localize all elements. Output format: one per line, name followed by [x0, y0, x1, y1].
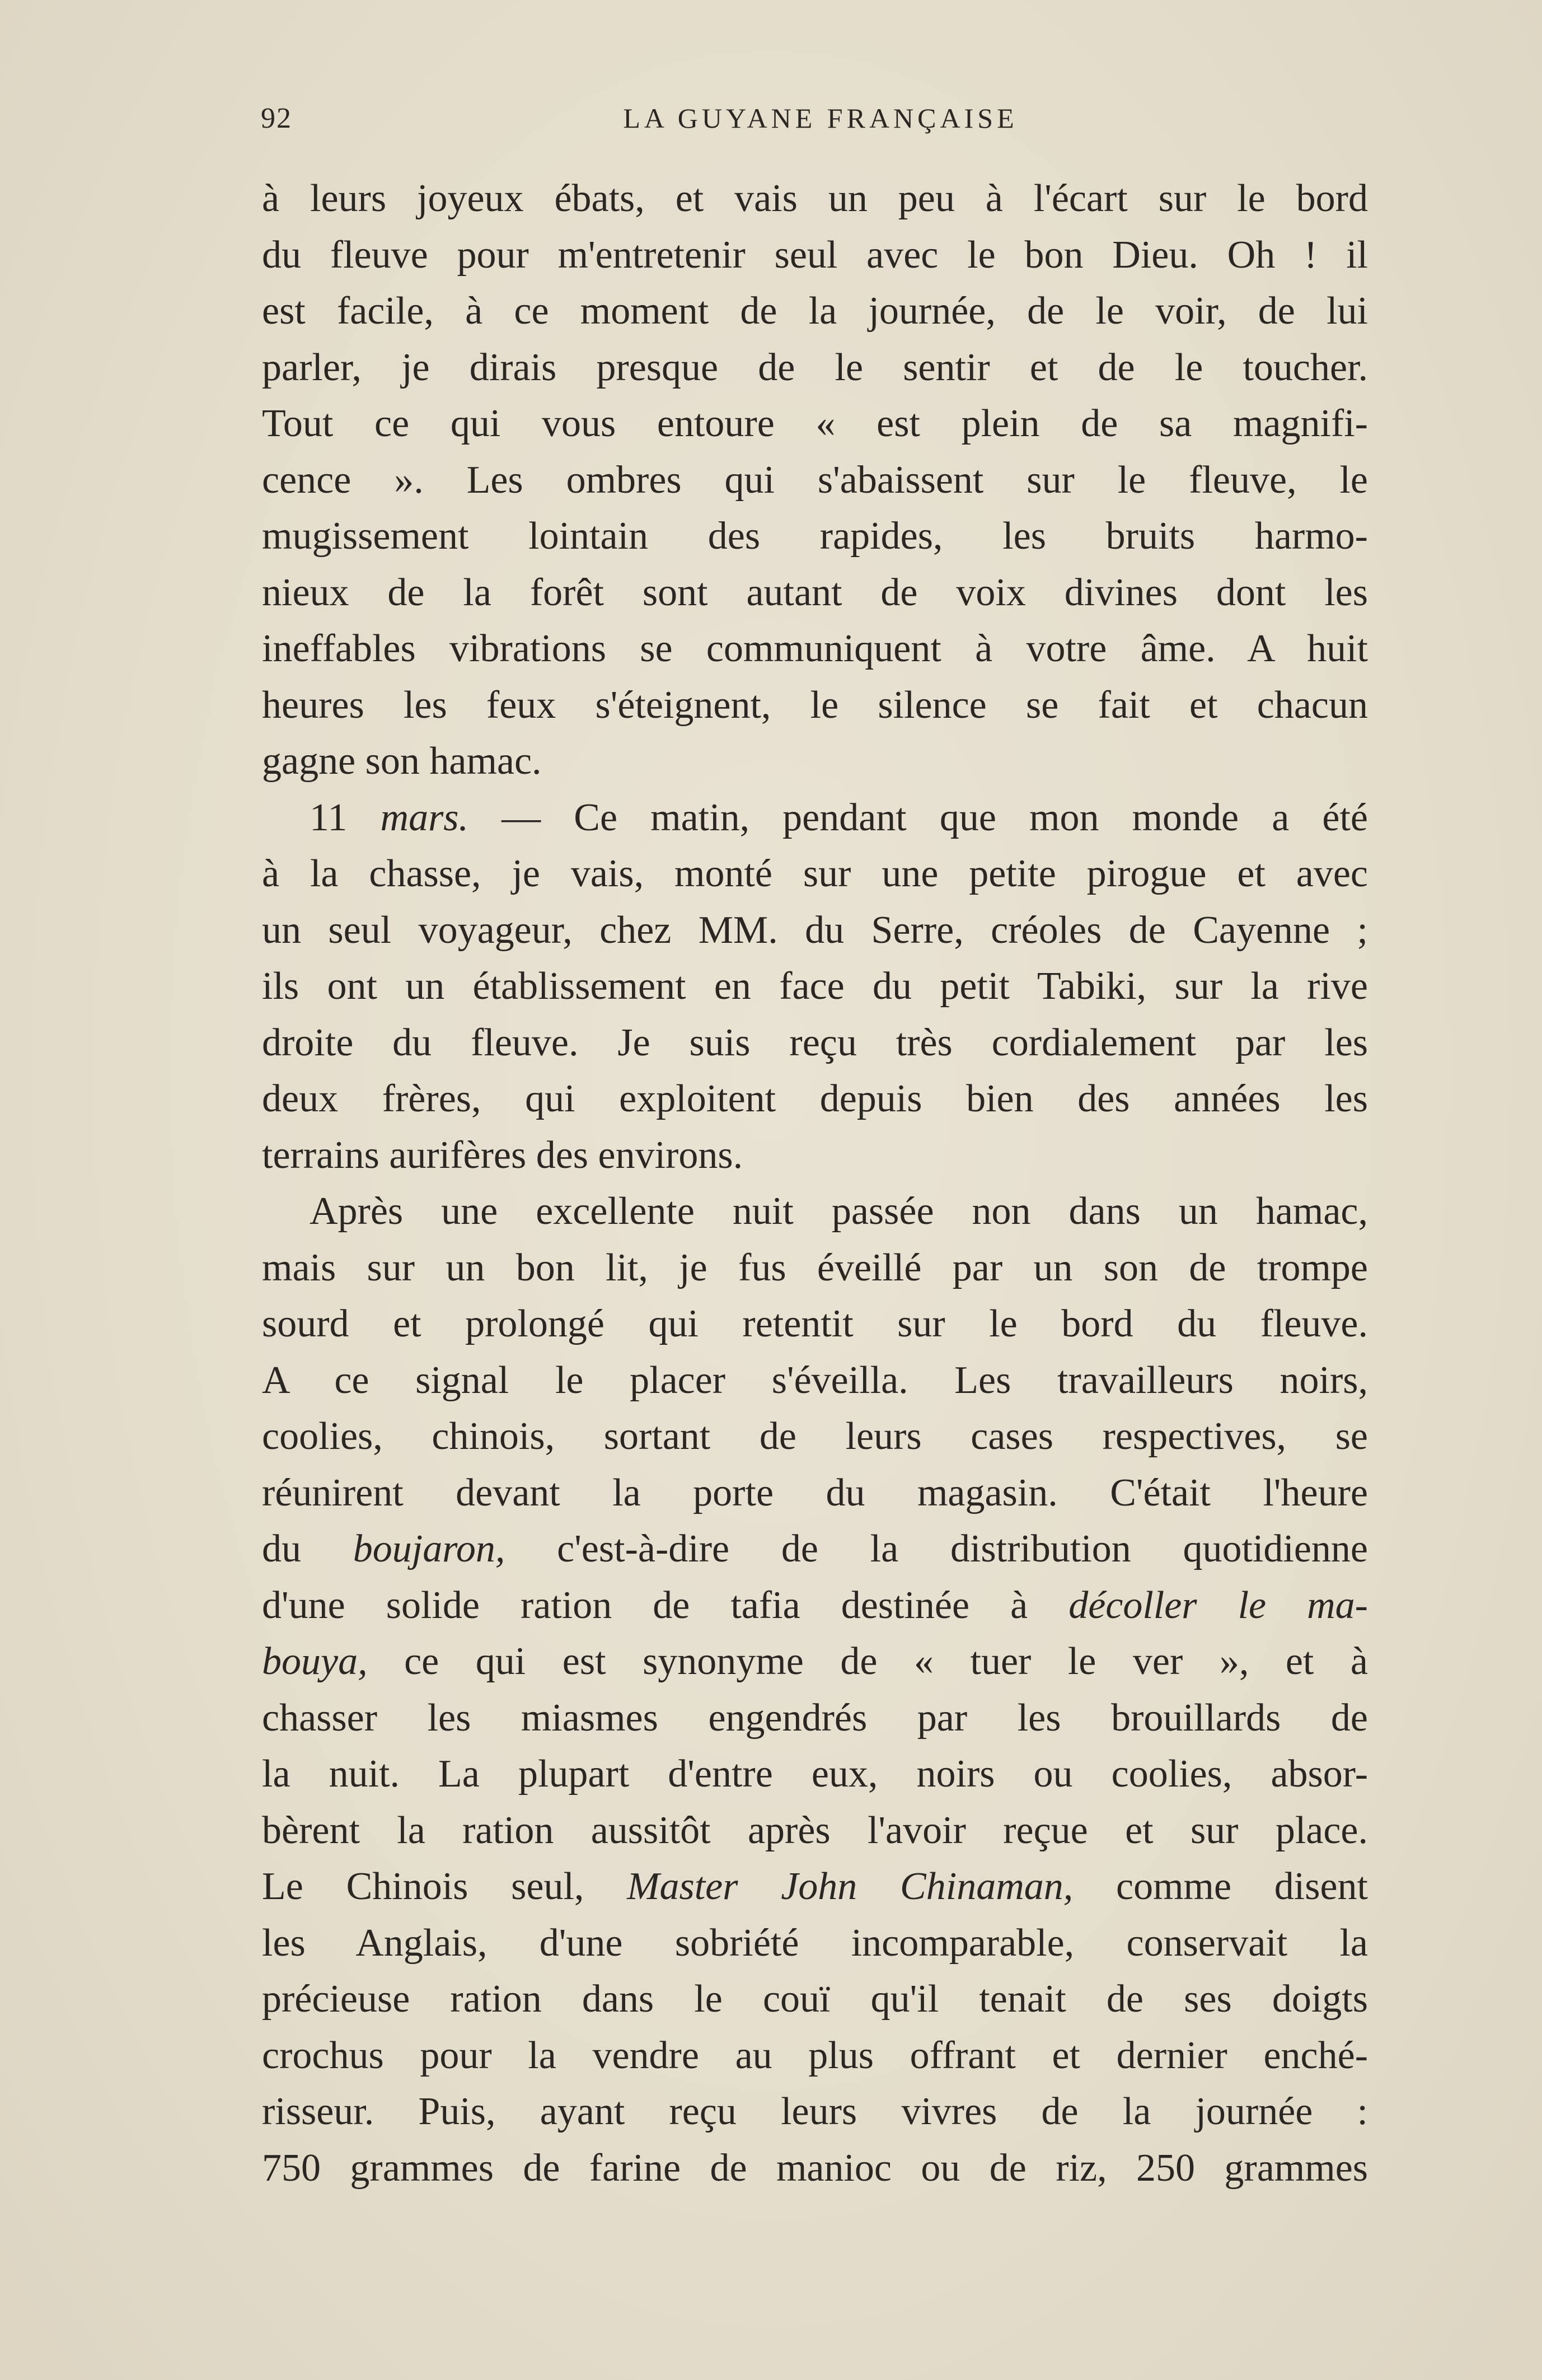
paragraph-2	[262, 790, 1368, 1184]
italic-term: décoller le ma-	[1068, 1583, 1368, 1627]
date-month: mars.	[380, 796, 469, 839]
text-line: à la chasse, je vais, monté sur une petite pirogue et avec	[262, 852, 1368, 895]
text-line: ils ont un établissement en face du petit Tabiki, sur la rive	[262, 965, 1368, 1008]
italic-term: boujaron,	[353, 1527, 505, 1570]
text-fragment: du	[262, 1527, 353, 1570]
text-fragment: — Ce matin, pendant que mon monde a été	[501, 796, 1368, 839]
text-line: mais sur un bon lit, je fus éveillé par un son de trompe	[262, 1246, 1368, 1289]
text-line: gagne son hamac.	[262, 740, 542, 783]
italic-term: Master John Chinaman,	[627, 1865, 1074, 1908]
page-number: 92	[261, 102, 292, 134]
running-title: LA GUYANE FRANÇAISE	[623, 102, 1018, 134]
text-line: crochus pour la vendre au plus offrant et dernier enché-	[262, 2033, 1368, 2077]
text-line: Après une excellente nuit passée non dans un hamac,	[310, 1190, 1368, 1233]
text-fragment: d'une solide ration de tafia destinée à	[262, 1583, 1069, 1627]
text-line: ineffables vibrations se communiquent à votre âme. A huit	[262, 627, 1368, 670]
text-line: nieux de la forêt sont autant de voix divines dont les	[262, 571, 1368, 614]
text-line: bèrent la ration aussitôt après l'avoir reçue et sur place.	[262, 1808, 1368, 1852]
text-line	[262, 1859, 1368, 1915]
text-fragment: c'est-à-dire de la distribution quotidienne	[505, 1527, 1368, 1570]
text-line: terrains aurifères des environs.	[262, 1133, 743, 1177]
text-line: du fleuve pour m'entretenir seul avec le bon Dieu. Oh ! il	[262, 233, 1368, 277]
text-line: les Anglais, d'une sobriété incomparable, conservait la	[262, 1921, 1368, 1965]
italic-term: bouya,	[262, 1640, 368, 1683]
text-line: droite du fleuve. Je suis reçu très cordialement par les	[262, 1021, 1368, 1064]
text-line: sourd et prolongé qui retentit sur le bord du fleuve.	[262, 1302, 1368, 1345]
text-fragment: comme disent	[1073, 1865, 1368, 1908]
text-fragment: Le Chinois seul,	[262, 1865, 627, 1908]
text-line: cence ». Les ombres qui s'abaissent sur le fleuve, le	[262, 458, 1368, 502]
text-line: Tout ce qui vous entoure « est plein de sa magnifi-	[262, 402, 1368, 445]
text-line: heures les feux s'éteignent, le silence se fait et chacun	[262, 683, 1368, 727]
text-fragment: ce qui est synonyme de « tuer le ver », et à	[367, 1640, 1368, 1683]
text-line: 750 grammes de farine de manioc ou de riz, 250 grammes	[262, 2146, 1368, 2190]
paragraph-1	[262, 171, 1368, 790]
paragraph-3	[262, 1184, 1368, 2196]
text-line: réunirent devant la porte du magasin. C'était l'heure	[262, 1471, 1368, 1514]
text-line: risseur. Puis, ayant reçu leurs vivres de la journée :	[262, 2090, 1368, 2133]
text-line: chasser les miasmes engendrés par les brouillards de	[262, 1696, 1368, 1740]
text-line: deux frères, qui exploitent depuis bien des années les	[262, 1077, 1368, 1120]
body-text	[262, 171, 1368, 2196]
page-header	[261, 102, 1363, 147]
text-line	[262, 1634, 1368, 1690]
text-line: est facile, à ce moment de la journée, de le voir, de lui	[262, 289, 1368, 333]
text-line: la nuit. La plupart d'entre eux, noirs ou coolies, absor-	[262, 1752, 1368, 1795]
text-line: à leurs joyeux ébats, et vais un peu à l'écart sur le bord	[262, 177, 1368, 220]
text-line: mugissement lointain des rapides, les bruits harmo-	[262, 515, 1368, 558]
text-line	[262, 790, 1368, 847]
text-line: coolies, chinois, sortant de leurs cases respectives, se	[262, 1415, 1368, 1458]
text-line: parler, je dirais presque de le sentir et de le toucher.	[262, 345, 1368, 389]
text-line	[262, 1578, 1368, 1634]
text-line: un seul voyageur, chez MM. du Serre, créoles de Cayenne ;	[262, 908, 1368, 952]
text-line	[262, 1521, 1368, 1578]
text-line: A ce signal le placer s'éveilla. Les travailleurs noirs,	[262, 1358, 1368, 1402]
date-number: 11	[310, 796, 348, 839]
text-line: précieuse ration dans le couï qu'il tenait de ses doigts	[262, 1977, 1368, 2021]
